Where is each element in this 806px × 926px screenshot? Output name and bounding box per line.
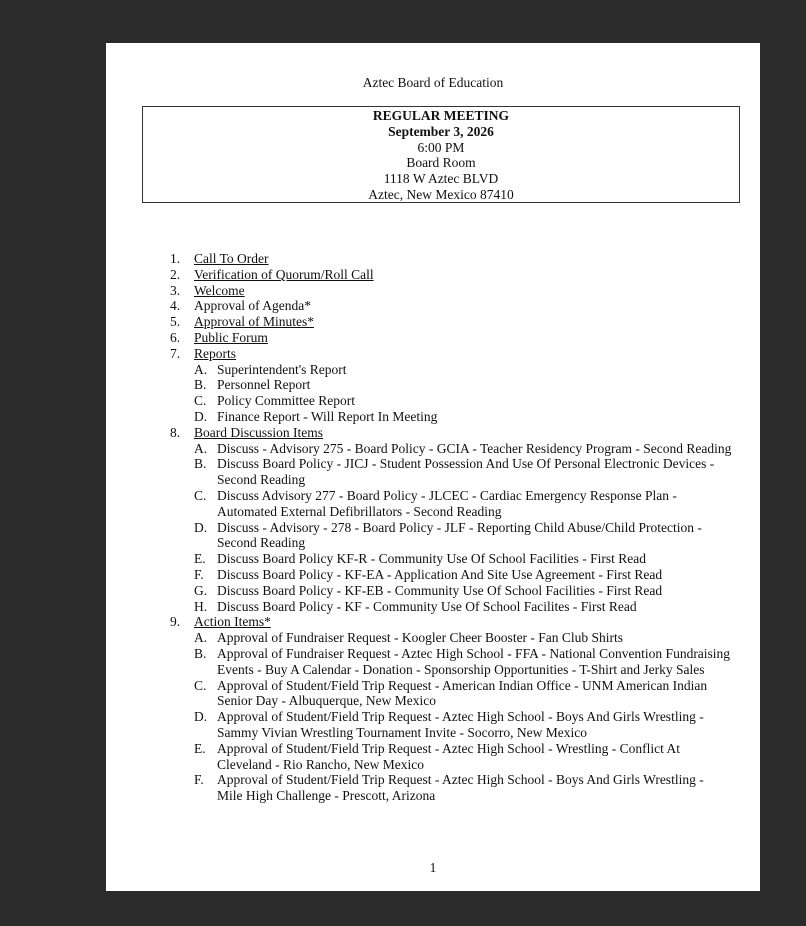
agenda-subitem [106,520,760,552]
meeting-info-box [142,106,740,203]
agenda-item-title[interactable]: Verification of Quorum/Roll Call [194,266,374,282]
agenda-subitem-text: Discuss - Advisory - 278 - Board Policy - JLF - Reporting Child Abuse/Child Protection - Second Reading [217,519,702,551]
agenda-subitem-text: Policy Committee Report [217,393,355,409]
agenda-subitem-text: Approval of Fundraiser Request - Koogler Cheer Booster - Fan Club Shirts [217,630,624,646]
agenda-subitem-letter: B. [194,377,207,393]
agenda-item [106,314,760,330]
agenda-list [106,251,760,804]
agenda-subitem-letter: B. [194,456,207,472]
agenda-subitem-letter: A. [194,361,208,377]
agenda-subitem-letter: F. [194,566,204,582]
agenda-item [106,346,760,362]
meeting-place: Board Room [406,155,476,171]
agenda-subitem [106,709,760,741]
agenda-item-title[interactable]: Board Discussion Items [194,424,323,440]
agenda-item-number: 4. [170,298,181,314]
agenda-subitem-text: Discuss - Advisory 275 - Board Policy - GCIA - Teacher Residency Program - Second Reading [217,440,732,456]
agenda-subitem [106,377,760,393]
meeting-address-line2: Aztec, New Mexico 87410 [368,186,514,202]
agenda-subitem-letter: B. [194,645,207,661]
agenda-item-number: 8. [170,424,181,440]
meeting-address-line1: 1118 W Aztec BLVD [383,171,499,187]
agenda-item-title: Approval of Agenda* [194,298,311,314]
meeting-type: REGULAR MEETING [372,108,510,123]
agenda-subitem [106,551,760,567]
agenda-subitem-letter: D. [194,519,208,535]
agenda-subitem [106,772,760,804]
agenda-item-number: 1. [170,251,181,266]
agenda-subitem-letter: H. [194,598,208,614]
document-page [106,43,760,891]
agenda-subitem [106,678,760,710]
agenda-item-number: 7. [170,345,181,361]
agenda-subitem [106,393,760,409]
agenda-item-title[interactable]: Action Items* [194,614,271,630]
agenda-item [106,614,760,630]
agenda-subitem [106,441,760,457]
agenda-subitem [106,741,760,773]
agenda-subitem-text: Personnel Report [217,377,311,393]
agenda-item-title[interactable]: Reports [194,345,236,361]
agenda-subitem-text: Superintendent's Report [217,361,347,377]
agenda-subitem-text: Approval of Student/Field Trip Request - Aztec High School - Boys And Girls Wrestling - Mile High Challenge - Prescott, Arizona [217,772,704,804]
agenda-subitem [106,630,760,646]
agenda-subitem-text: Discuss Board Policy - KF-EA - Application And Site Use Agreement - First Read [217,566,663,582]
agenda-subitem [106,409,760,425]
agenda-item-number: 3. [170,282,181,298]
agenda-subitem-letter: A. [194,440,208,456]
agenda-item [106,267,760,283]
agenda-item-title[interactable]: Call To Order [194,251,269,266]
agenda-subitem-text: Discuss Advisory 277 - Board Policy - JLCEC - Cardiac Emergency Response Plan - Automated External Defibrillators - Second Reading [217,487,677,519]
agenda-item-number: 5. [170,314,181,330]
agenda-item-title[interactable]: Welcome [194,282,245,298]
agenda-item-number: 6. [170,329,181,345]
agenda-subitem-text: Discuss Board Policy - JICJ - Student Possession And Use Of Personal Electronic Devices - Second Reading [217,456,715,488]
agenda-subitem-letter: E. [194,551,206,567]
agenda-subitem [106,567,760,583]
agenda-subitem-letter: D. [194,408,208,424]
agenda-item [106,330,760,346]
agenda-item [106,251,760,267]
organization-title: Aztec Board of Education [362,75,504,90]
agenda-subitem-letter: F. [194,772,204,788]
agenda-subitem-text: Approval of Fundraiser Request - Aztec High School - FFA - National Convention Fundraising Events - Buy A Calendar - Donation - Sponsorship Opportunities - T-Shirt and Jerky Sales [217,645,731,677]
agenda-subitem [106,488,760,520]
agenda-subitem-letter: A. [194,630,208,646]
page-number: 1 [429,860,437,875]
agenda-subitem [106,583,760,599]
agenda-item-title[interactable]: Public Forum [194,329,268,345]
meeting-time: 6:00 PM [417,139,465,155]
agenda-subitem-letter: E. [194,740,206,756]
agenda-subitem-letter: C. [194,393,207,409]
agenda-subitem [106,456,760,488]
agenda-subitem-text: Discuss Board Policy - KF-EB - Community Use Of School Facilities - First Read [217,582,663,598]
agenda-subitem-letter: C. [194,487,207,503]
agenda-subitem-text: Discuss Board Policy KF-R - Community Use Of School Facilities - First Read [217,551,646,567]
agenda-item-title[interactable]: Approval of Minutes* [194,314,314,330]
agenda-subitem [106,646,760,678]
agenda-item [106,298,760,314]
agenda-subitem-letter: G. [194,582,208,598]
agenda-item-number: 2. [170,266,181,282]
agenda-item [106,283,760,299]
agenda-subitem [106,599,760,615]
agenda-subitem-text: Finance Report - Will Report In Meeting [217,408,438,424]
agenda-item-number: 9. [170,614,181,630]
agenda-item [106,425,760,441]
meeting-date: September 3, 2026 [388,123,494,139]
agenda-subitem-letter: D. [194,709,208,725]
agenda-subitem-text: Approval of Student/Field Trip Request - American Indian Office - UNM American Indian Senior Day - Albuquerque, New Mexico [217,677,708,709]
agenda-subitem-text: Discuss Board Policy - KF - Community Use Of School Facilites - First Read [217,598,637,614]
agenda-subitem-text: Approval of Student/Field Trip Request - Aztec High School - Wrestling - Conflict At Cleveland - Rio Rancho, New Mexico [217,740,681,772]
agenda-subitem-letter: C. [194,677,207,693]
agenda-subitem [106,362,760,378]
agenda-subitem-text: Approval of Student/Field Trip Request - Aztec High School - Boys And Girls Wrestling - Sammy Vivian Wrestling Tournament Invite - Socorro, New Mexico [217,709,704,740]
